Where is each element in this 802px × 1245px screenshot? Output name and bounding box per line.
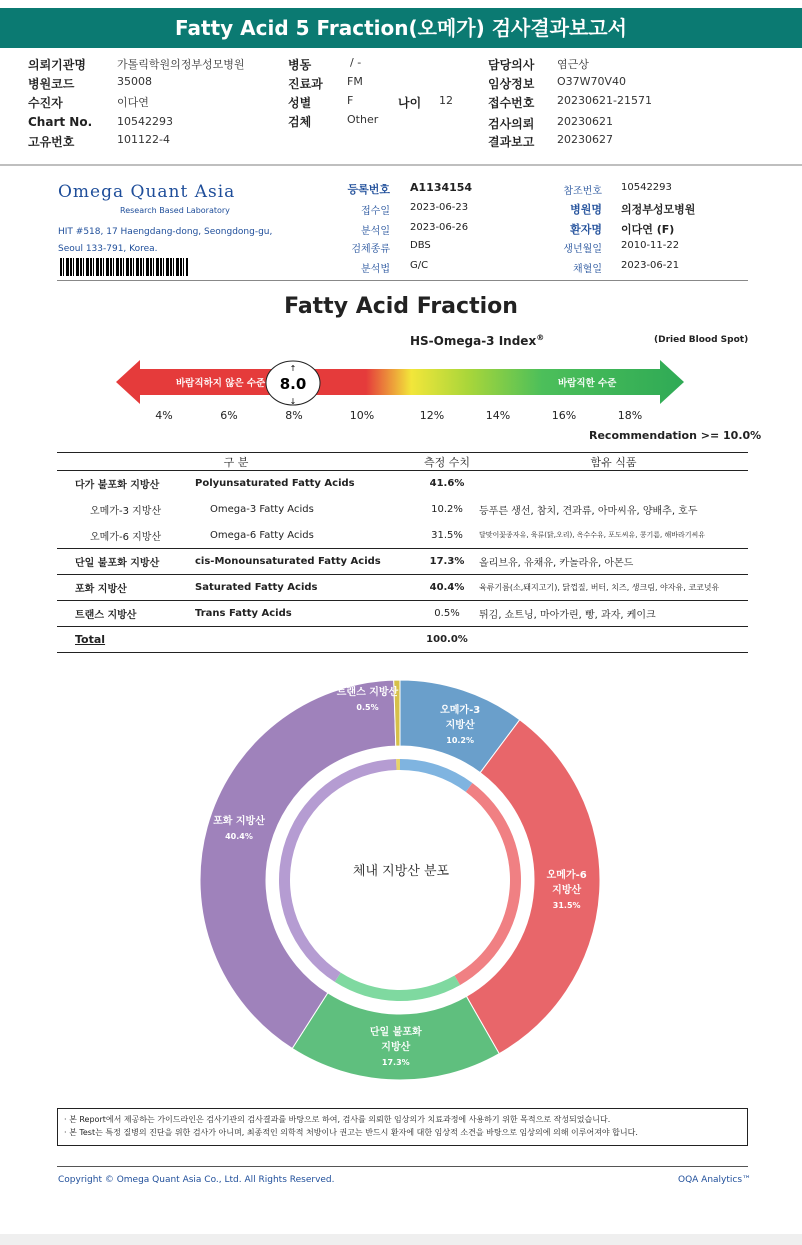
ward-value: / - xyxy=(350,56,362,69)
header-food: 함유 식품 xyxy=(479,453,748,471)
category-en: Saturated Fatty Acids xyxy=(195,575,415,601)
chart-label: Chart No. xyxy=(28,115,93,129)
dept-label: 진료과 xyxy=(288,77,323,91)
reg-no-label: 등록번호 xyxy=(347,183,390,196)
footer-divider xyxy=(57,1166,748,1167)
scale-tick-label: 14% xyxy=(485,409,511,422)
omega3-index-gauge xyxy=(116,360,686,406)
foods xyxy=(479,471,748,497)
barcode xyxy=(60,258,188,276)
slice-label: 단일 불포화 지방산 17.3% xyxy=(369,1026,422,1067)
patient-info xyxy=(0,54,802,164)
category-en: Trans Fatty Acids xyxy=(195,601,415,627)
measured-value: 31.5% xyxy=(431,529,463,541)
doctor-value: 염근상 xyxy=(557,58,589,71)
spec-label: 검체종류 xyxy=(351,244,390,255)
recv-value: 2023-06-23 xyxy=(410,202,469,213)
donut-inner-slice xyxy=(400,759,472,792)
table-row xyxy=(57,497,748,523)
measured-value: 17.3% xyxy=(415,549,479,575)
sex-value: F xyxy=(347,94,354,107)
recv-label: 접수일 xyxy=(361,206,390,217)
header-value: 측정 수치 xyxy=(415,453,479,471)
foods: 올리브유, 유채유, 카놀라유, 아몬드 xyxy=(479,549,748,575)
method-value: G/C xyxy=(410,260,429,271)
up-arrow: ↑ xyxy=(289,364,297,373)
total-label: Total xyxy=(75,633,106,646)
value-text: 8.0 xyxy=(279,375,307,393)
age-label: 나이 xyxy=(398,96,422,110)
hosp-value: 의정부성모병원 xyxy=(621,203,696,216)
scale-tick-label: 16% xyxy=(551,409,577,422)
copyright: Copyright © Omega Quant Asia Co., Ltd. All Rights Reserved. xyxy=(58,1175,335,1185)
measured-value: 10.2% xyxy=(431,504,463,515)
pat-value: 이다연 (F) xyxy=(621,223,675,236)
unique-label: 고유번호 xyxy=(28,135,75,149)
anal-label: 분석일 xyxy=(361,226,390,237)
brand: OQA Analytics™ xyxy=(678,1175,752,1185)
table-row xyxy=(57,523,748,549)
reg-no-value: A1134154 xyxy=(410,181,473,194)
category-ko: 포화 지방산 xyxy=(57,575,195,601)
patient-label: 수진자 xyxy=(28,96,63,110)
hospital-label: 의뢰기관명 xyxy=(28,58,86,72)
scale-tick-label: 6% xyxy=(220,409,238,422)
slice-label: 트랜스 지방산 0.5% xyxy=(336,687,399,713)
good-label: 바람직한 수준 xyxy=(558,378,617,389)
table-row xyxy=(57,575,748,601)
donut-inner-slice xyxy=(335,973,460,1001)
table-row xyxy=(57,549,748,575)
lab-address: HIT #518, 17 Haengdang-dong, Seongdong-gu, Seoul 133-791, Korea. xyxy=(58,227,273,254)
pat-label: 환자명 xyxy=(570,223,602,236)
category-ko: 오메가-3 지방산 xyxy=(90,506,162,517)
lab-logo-subtitle: Research Based Laboratory xyxy=(120,206,230,215)
dept-value: FM xyxy=(347,75,363,88)
slice-label: 오메가-3 지방산 10.2% xyxy=(440,705,481,746)
note-1: · 본 Report에서 제공하는 가이드라인은 검사기관의 검사결과를 바탕으로 하여, 검사를 의뢰한 임상의가 치료과정에 사용하기 위한 목적으로 작성되었습니다. xyxy=(64,1115,611,1124)
hospital-value: 가톨릭학원의정부성모병원 xyxy=(117,58,245,71)
dob-value: 2010-11-22 xyxy=(621,240,680,251)
receipt-value: 20230621-21571 xyxy=(557,94,652,107)
dried-blood-spot: (Dried Blood Spot) xyxy=(654,335,749,345)
chart-value: 10542293 xyxy=(117,115,173,128)
divider xyxy=(0,164,802,166)
scale-tick-label: 8% xyxy=(285,409,303,422)
ref-value: 10542293 xyxy=(621,182,672,193)
measured-value: 40.4% xyxy=(415,575,479,601)
receipt-label: 접수번호 xyxy=(488,96,535,110)
request-label: 검사의뢰 xyxy=(488,117,535,131)
anal-value: 2023-06-26 xyxy=(410,222,469,233)
registered-mark: ® xyxy=(536,333,545,342)
index-title-text: HS-Omega-3 Index xyxy=(410,334,537,348)
specimen-value: Other xyxy=(347,113,379,126)
foods: 육류기름(소,돼지고기), 닭껍질, 버터, 치즈, 생크림, 야자유, 코코넛유 xyxy=(479,575,748,601)
hosp-label: 병원명 xyxy=(570,203,602,216)
scale-tick-label: 18% xyxy=(617,409,643,422)
category-ko: 트랜스 지방산 xyxy=(57,601,195,627)
slice-label: 포화 지방산 40.4% xyxy=(213,815,265,841)
disclaimer xyxy=(57,1108,748,1146)
clinical-label: 임상정보 xyxy=(488,77,535,91)
category-en: Omega-6 Fatty Acids xyxy=(210,529,314,541)
total-row xyxy=(57,627,748,653)
fatty-acid-table xyxy=(57,452,748,653)
lab-logo: Omega Quant Asia xyxy=(58,182,236,202)
category-ko: 오메가-6 지방산 xyxy=(90,531,162,543)
section-title: Fatty Acid Fraction xyxy=(284,294,518,319)
ref-label: 참조번호 xyxy=(563,186,602,197)
table-row xyxy=(57,601,748,627)
index-title xyxy=(410,333,544,348)
total-value: 100.0% xyxy=(415,627,479,653)
total-label-cell xyxy=(57,627,195,653)
doctor-label: 담당의사 xyxy=(488,58,535,72)
collect-label: 채혈일 xyxy=(573,264,602,275)
category-ko: 단일 불포화 지방산 xyxy=(57,549,195,575)
donut-inner-slice xyxy=(396,759,400,770)
clinical-value: O37W70V40 xyxy=(557,75,627,88)
note-2: · 본 Test는 특정 질병의 진단을 위한 검사가 아니며, 최종적인 의학적 처방이나 권고는 반드시 환자에 대한 임상적 소견을 바탕으로 임상의에 의해 이루어져야 합니다. xyxy=(64,1128,638,1137)
collect-value: 2023-06-21 xyxy=(621,260,680,271)
foods: 튀김, 쇼트닝, 마아가린, 빵, 과자, 케이크 xyxy=(479,601,748,627)
report-value: 20230627 xyxy=(557,133,613,146)
scale-tick-label: 12% xyxy=(419,409,445,422)
category-en: cis-Monounsaturated Fatty Acids xyxy=(195,549,415,575)
report-title: Fatty Acid 5 Fraction(오메가) 검사결과보고서 xyxy=(0,8,802,48)
foods: 달맞이꽃종자유, 육류(닭,오리), 옥수수유, 포도씨유, 콩기름, 해바라기씨유 xyxy=(479,531,706,540)
table-row xyxy=(57,471,748,497)
patient-value: 이다연 xyxy=(117,96,149,109)
page-bottom xyxy=(0,1234,802,1245)
measured-value: 0.5% xyxy=(415,601,479,627)
hospital-code-value: 35008 xyxy=(117,75,152,88)
category-en: Omega-3 Fatty Acids xyxy=(210,504,314,515)
scale-tick-label: 4% xyxy=(155,409,173,422)
category-en: Polyunsaturated Fatty Acids xyxy=(195,478,355,490)
recommendation: Recommendation >= 10.0% xyxy=(589,429,762,442)
method-label: 분석법 xyxy=(361,264,390,275)
spec-value: DBS xyxy=(410,240,431,251)
slice-label: 오메가-6 지방산 31.5% xyxy=(546,870,587,911)
sex-label: 성별 xyxy=(288,96,312,110)
request-value: 20230621 xyxy=(557,115,613,128)
bad-label: 바람직하지 않은 수준 xyxy=(176,378,266,389)
down-arrow: ↓ xyxy=(289,397,297,406)
hospital-code-label: 병원코드 xyxy=(28,77,75,91)
age-value: 12 xyxy=(439,94,453,107)
divider xyxy=(57,280,748,281)
measured-value: 41.6% xyxy=(429,478,465,490)
scale-tick-label: 10% xyxy=(349,409,375,422)
donut-center-title: 체내 지방산 분포 xyxy=(352,864,450,879)
unique-value: 101122-4 xyxy=(117,133,170,146)
specimen-label: 검체 xyxy=(288,115,312,129)
foods: 등푸른 생선, 참치, 견과류, 아마씨유, 양배추, 호두 xyxy=(479,506,698,517)
report-label: 결과보고 xyxy=(488,135,535,149)
dob-label: 생년월일 xyxy=(563,244,602,255)
ward-label: 병동 xyxy=(288,58,312,72)
header-category: 구 분 xyxy=(57,453,415,471)
category-ko: 다가 불포화 지방산 xyxy=(75,480,160,492)
